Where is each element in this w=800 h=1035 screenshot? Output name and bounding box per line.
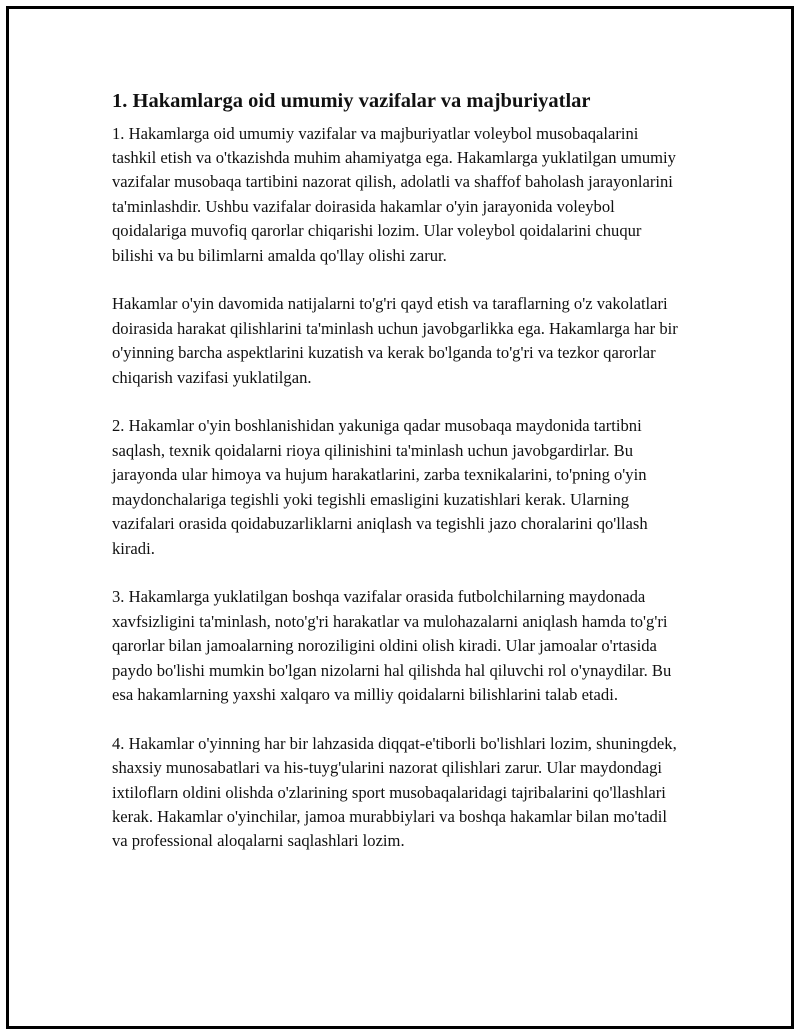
document-body <box>112 88 684 878</box>
paragraph-intro: 1. Hakamlarga oid umumiy vazifalar va majburiyatlar voleybol musobaqalarini tashkil etish va o'tkazishda muhim ahamiyatga ega. Hakamlarga yuklatilgan umumiy vazifalar musobaqa tartibini nazorat qilish, adolatli va shaffof baholash jarayonlarini ta'minlashdir. Ushbu vazifalar doirasida hakamlar o'yin jarayonida voleybol qoidalariga muvofiq qarorlar chiqarishi lozim. Ular voleybol qoidalarini chuqur bilishi va bu bilimlarni amalda qo'llay olishi zarur. <box>112 123 676 265</box>
paragraph-section-2: 2. Hakamlar o'yin boshlanishidan yakuniga qadar musobaqa maydonida tartibni saqlash, texnik qoidalarni rioya qilinishini ta'minlash uchun javobgardirlar. Bu jarayonda ular himoya va hujum harakatlarini, zarba texnikalarini, to'pning o'yin maydonchalariga tegishli yoki tegishli emasligini kuzatishlari kerak. Ularning vazifalari orasida qoidabuzarliklarni aniqlash va tegishli jazo choralarini qo'llash kiradi. <box>112 416 648 558</box>
paragraph-section-3: 3. Hakamlarga yuklatilgan boshqa vazifalar orasida futbolchilarning maydonada xavfsizligini ta'minlash, noto'g'ri harakatlar va mulohazalarni aniqlash hamda to'g'ri qarorlar bilan jamoalarning noroziligini oldini olish kiradi. Ular jamoalar o'rtasida paydo bo'lishi mumkin bo'lgan nizolarni hal qilishda hal qiluvchi rol o'ynaydilar. Bu esa hakamlarning yaxshi xalqaro va milliy qoidalarni bilishlarini talab etadi. <box>112 587 672 704</box>
paragraph-section-4: 4. Hakamlar o'yinning har bir lahzasida diqqat-e'tiborli bo'lishlari lozim, shuningdek, shaxsiy munosabatlari va his-tuyg'ularini nazorat qilishlari zarur. Ular maydondagi ixtiloflarn oldini olishda o'zlarining sport musobaqalaridagi tajribalarini qo'llashlari kerak. Hakamlar o'yinchilar, jamoa murabbiylari va boshqa hakamlar bilan mo'tadil va professional aloqalarni saqlashlari lozim. <box>112 733 677 851</box>
document-title: 1. Hakamlarga oid umumiy vazifalar va majburiyatlar <box>112 90 591 112</box>
paragraph-responsibilities: Hakamlar o'yin davomida natijalarni to'g'ri qayd etish va taraflarning o'z vakolatlari doirasida harakat qilishlarini ta'minlash uchun javobgarlikka ega. Hakamlarga har bir o'yinning barcha aspektlarini kuzatish va kerak bo'lganda to'g'ri va tezkor qarorlar chiqarish vazifasi yuklatilgan. <box>112 294 678 387</box>
